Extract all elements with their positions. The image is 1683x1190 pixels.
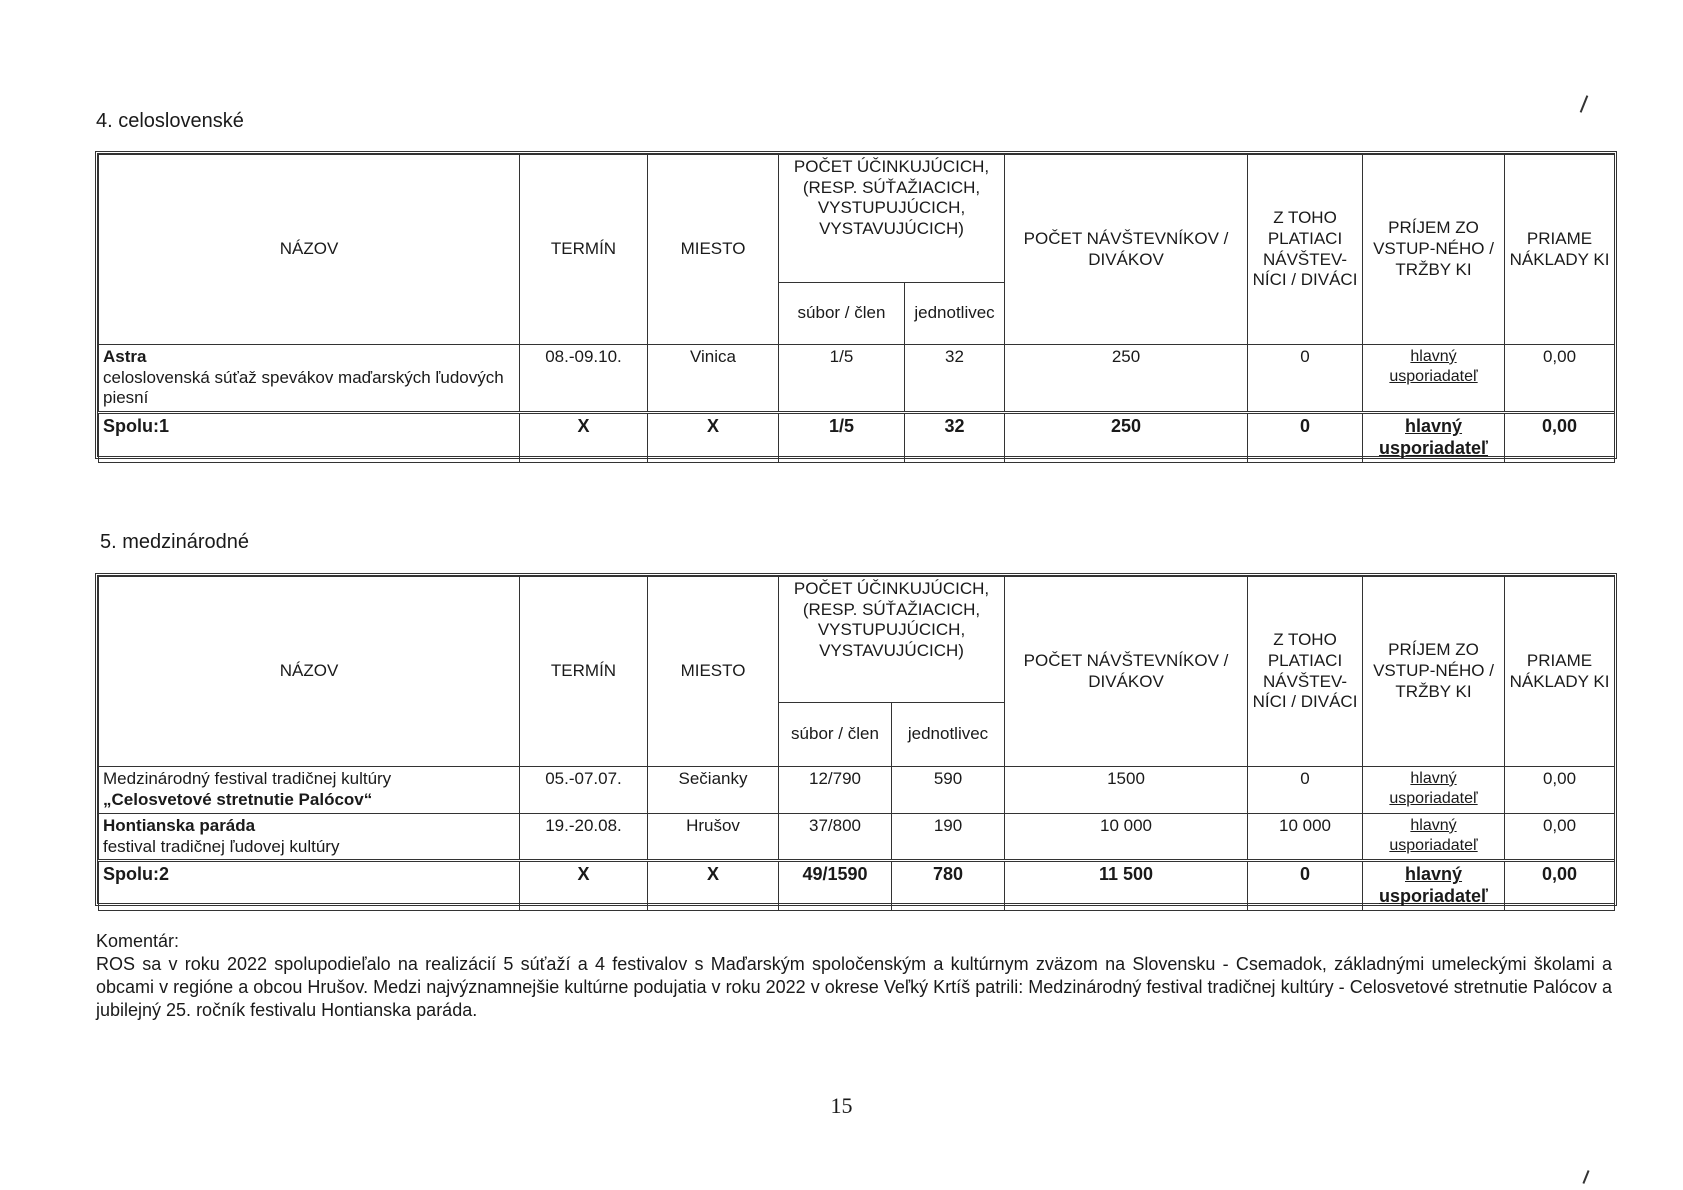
total-miesto: X	[648, 861, 779, 911]
section-title-medzinarodne: 5. medzinárodné	[100, 531, 249, 553]
total-platiaci: 0	[1248, 413, 1363, 463]
header-pocet-navstevnikov: POČET NÁVŠTEVNÍKOV / DIVÁKOV	[1005, 155, 1248, 345]
header-z-toho-platiaci: Z TOHO PLATIACI NÁVŠTEV-NÍCI / DIVÁCI	[1248, 577, 1363, 767]
cell-termin: 19.-20.08.	[520, 814, 648, 861]
cell-platiaci: 0	[1248, 767, 1363, 814]
cell-jednotlivec: 590	[892, 767, 1005, 814]
total-platiaci: 0	[1248, 861, 1363, 911]
comment-label: Komentár:	[96, 931, 180, 951]
cell-termin: 08.-09.10.	[520, 345, 648, 413]
header-pocet-navstevnikov: POČET NÁVŠTEVNÍKOV / DIVÁKOV	[1005, 577, 1248, 767]
cell-navstevnici: 1500	[1005, 767, 1248, 814]
header-prijem: PRÍJEM ZO VSTUP-NÉHO / TRŽBY KI	[1363, 155, 1505, 345]
header-jednotlivec: jednotlivec	[892, 703, 1005, 767]
total-navstevnici: 11 500	[1005, 861, 1248, 911]
cell-subor: 12/790	[779, 767, 892, 814]
header-priame-naklady: PRIAME NÁKLADY KI	[1505, 577, 1615, 767]
total-subor: 1/5	[779, 413, 905, 463]
total-subor: 49/1590	[779, 861, 892, 911]
cell-termin: 05.-07.07.	[520, 767, 648, 814]
table-medzinarodne	[95, 573, 1617, 906]
header-priame-naklady: PRIAME NÁKLADY KI	[1505, 155, 1615, 345]
total-prijem: hlavný usporiadateľ	[1363, 413, 1505, 463]
total-miesto: X	[648, 413, 779, 463]
header-jednotlivec: jednotlivec	[905, 283, 1005, 345]
cell-prijem: hlavný usporiadateľ	[1363, 767, 1505, 814]
total-navstevnici: 250	[1005, 413, 1248, 463]
table-celoslovenske	[95, 151, 1617, 459]
header-miesto: MIESTO	[648, 155, 779, 345]
event-name-bold: Astra	[103, 347, 147, 366]
header-nazov: NÁZOV	[99, 577, 520, 767]
section-title-celoslovenske: 4. celoslovenské	[96, 110, 244, 132]
cell-naklady: 0,00	[1505, 345, 1615, 413]
total-termin: X	[520, 413, 648, 463]
checkmark-icon	[1582, 1170, 1589, 1184]
total-prijem: hlavný usporiadateľ	[1363, 861, 1505, 911]
header-pocet-ucinkujucich: POČET ÚČINKUJÚCICH, (RESP. SÚŤAŽIACICH, VYSTUPUJÚCICH, VYSTAVUJÚCICH)	[779, 155, 1005, 283]
header-z-toho-platiaci: Z TOHO PLATIACI NÁVŠTEV-NÍCI / DIVÁCI	[1248, 155, 1363, 345]
cell-subor: 1/5	[779, 345, 905, 413]
table-row	[99, 814, 1615, 861]
cell-jednotlivec: 190	[892, 814, 1005, 861]
header-prijem: PRÍJEM ZO VSTUP-NÉHO / TRŽBY KI	[1363, 577, 1505, 767]
cell-prijem: hlavný usporiadateľ	[1363, 814, 1505, 861]
event-name-description: celoslovenská súťaž spevákov maďarských ľudových piesní	[103, 367, 504, 408]
cell-prijem: hlavný usporiadateľ	[1363, 345, 1505, 413]
comment-block	[96, 930, 1612, 1022]
table-row	[99, 345, 1615, 413]
total-termin: X	[520, 861, 648, 911]
cell-miesto: Sečianky	[648, 767, 779, 814]
total-row	[99, 861, 1615, 911]
cell-navstevnici: 10 000	[1005, 814, 1248, 861]
header-subor-clen: súbor / člen	[779, 703, 892, 767]
cell-platiaci: 0	[1248, 345, 1363, 413]
cell-miesto: Hrušov	[648, 814, 779, 861]
cell-platiaci: 10 000	[1248, 814, 1363, 861]
header-termin: TERMÍN	[520, 577, 648, 767]
total-jednotlivec: 32	[905, 413, 1005, 463]
comment-text: ROS sa v roku 2022 spolupodieľalo na realizácií 5 súťaží a 4 festivalov s Maďarským spoločenským a kultúrnym zväzom na Slovensku - Csemadok, základnými umeleckými školami a obcami v regióne a obcou Hrušov. Medzi najvýznamnejšie kultúrne podujatia v roku 2022 v okrese Veľký Krtíš patrili: Medzinárodný festival tradičnej kultúry - Celosvetové stretnutie Palócov a jubilejný 25. ročník festivalu Hontianska paráda.	[96, 954, 1612, 1021]
cell-naklady: 0,00	[1505, 767, 1615, 814]
header-pocet-ucinkujucich: POČET ÚČINKUJÚCICH, (RESP. SÚŤAŽIACICH, VYSTUPUJÚCICH, VYSTAVUJÚCICH)	[779, 577, 1005, 703]
event-name-cell	[99, 814, 520, 861]
total-naklady: 0,00	[1505, 413, 1615, 463]
cell-miesto: Vinica	[648, 345, 779, 413]
event-name-cell	[99, 345, 520, 413]
total-label: Spolu:2	[99, 861, 520, 911]
total-jednotlivec: 780	[892, 861, 1005, 911]
header-miesto: MIESTO	[648, 577, 779, 767]
cell-jednotlivec: 32	[905, 345, 1005, 413]
page-number: 15	[830, 1093, 853, 1118]
event-name-plain: Medzinárodný festival tradičnej kultúry	[103, 769, 392, 788]
header-nazov: NÁZOV	[99, 155, 520, 345]
event-name-bold: Hontianska paráda	[103, 816, 256, 835]
total-row	[99, 413, 1615, 463]
cell-navstevnici: 250	[1005, 345, 1248, 413]
cell-subor: 37/800	[779, 814, 892, 861]
event-name-bold: „Celosvetové stretnutie Palócov“	[103, 789, 373, 809]
event-name-cell	[99, 767, 520, 814]
total-naklady: 0,00	[1505, 861, 1615, 911]
table-row	[99, 767, 1615, 814]
total-label: Spolu:1	[99, 413, 520, 463]
checkmark-icon	[1580, 95, 1589, 112]
cell-naklady: 0,00	[1505, 814, 1615, 861]
header-termin: TERMÍN	[520, 155, 648, 345]
header-subor-clen: súbor / člen	[779, 283, 905, 345]
event-name-description: festival tradičnej ľudovej kultúry	[103, 836, 340, 856]
